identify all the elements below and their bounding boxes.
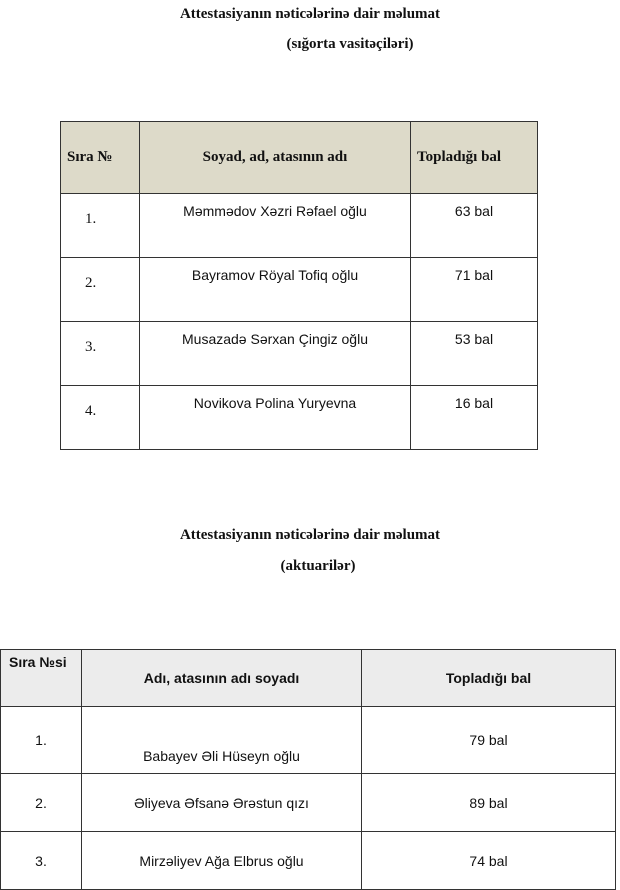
header-num: Sıra №si <box>1 650 82 707</box>
table-row <box>1 832 616 890</box>
row-num: 1. <box>61 194 140 258</box>
actuaries-table <box>0 649 616 890</box>
table-row <box>61 194 538 258</box>
row-name: Məmmədov Xəzri Rəfael oğlu <box>140 194 411 258</box>
header-num: Sıra № <box>61 122 140 194</box>
table-row <box>61 386 538 450</box>
row-num: 3. <box>1 832 82 890</box>
insurance-intermediaries-table <box>60 121 538 450</box>
row-name: Mirzəliyev Ağa Elbrus oğlu <box>82 832 362 890</box>
header-name: Adı, atasının adı soyadı <box>82 650 362 707</box>
section1-title: Attestasiyanın nəticələrinə dair məlumat <box>179 6 441 22</box>
row-score: 53 bal <box>411 322 538 386</box>
row-name: Əliyeva Əfsanə Ərəstun qızı <box>82 774 362 832</box>
table-row <box>1 707 616 774</box>
table-row <box>1 774 616 832</box>
header-name: Soyad, ad, atasının adı <box>140 122 411 194</box>
table-header-row <box>61 122 538 194</box>
row-name: Musazadə Sərxan Çingiz oğlu <box>140 322 411 386</box>
row-name: Babayev Əli Hüseyn oğlu <box>82 707 362 774</box>
section1-subtitle: (sığorta vasitəçiləri) <box>286 36 414 52</box>
row-score: 74 bal <box>362 832 616 890</box>
header-score: Topladığı bal <box>362 650 616 707</box>
row-name: Bayramov Röyal Tofiq oğlu <box>140 258 411 322</box>
row-num: 4. <box>61 386 140 450</box>
header-score: Topladığı bal <box>411 122 538 194</box>
row-num: 3. <box>61 322 140 386</box>
row-num: 1. <box>1 707 82 774</box>
table-row <box>61 258 538 322</box>
row-num: 2. <box>61 258 140 322</box>
table-header-row <box>1 650 616 707</box>
row-score: 63 bal <box>411 194 538 258</box>
row-score: 16 bal <box>411 386 538 450</box>
row-name: Novikova Polina Yuryevna <box>140 386 411 450</box>
row-score: 71 bal <box>411 258 538 322</box>
row-score: 79 bal <box>362 707 616 774</box>
table-row <box>61 322 538 386</box>
row-score: 89 bal <box>362 774 616 832</box>
section2-title: Attestasiyanın nəticələrinə dair məlumat <box>179 527 441 543</box>
row-num: 2. <box>1 774 82 832</box>
section2-subtitle: (aktuarilər) <box>280 558 356 574</box>
